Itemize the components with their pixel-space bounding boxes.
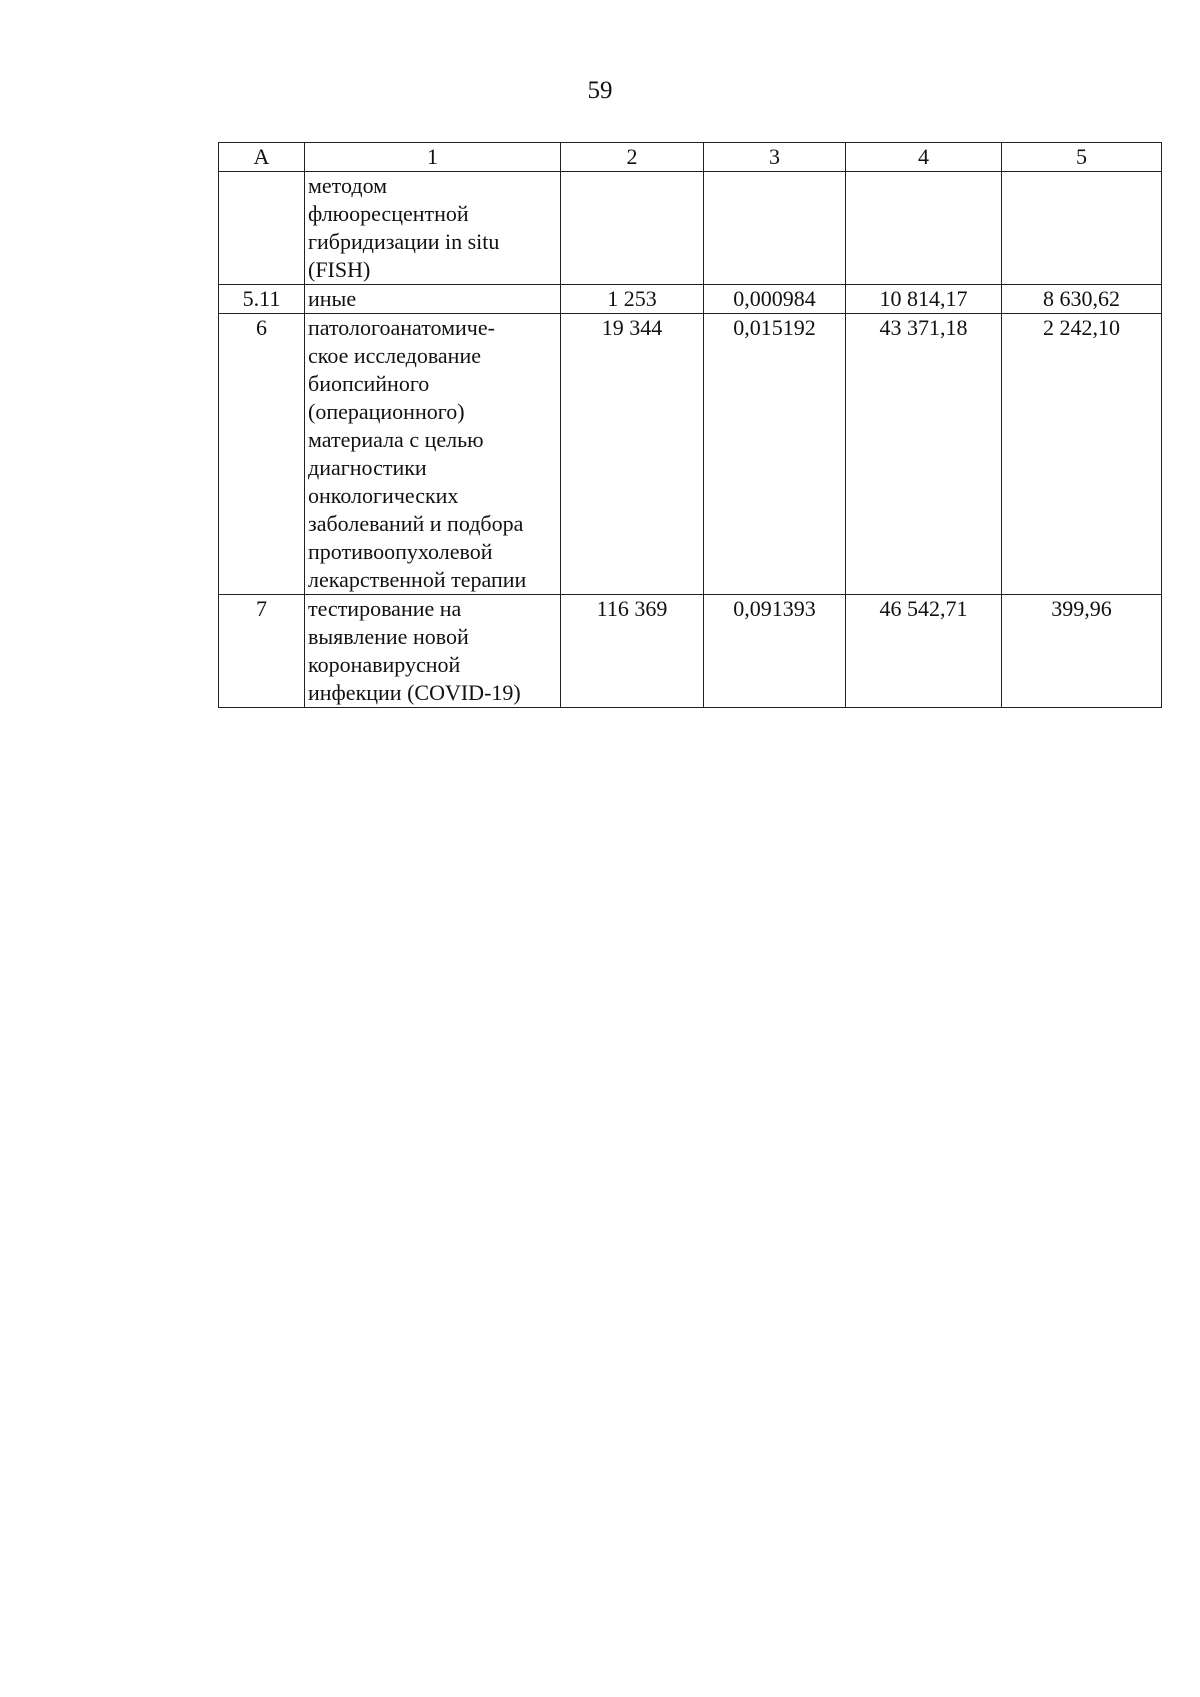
row-col-4: 43 371,18	[846, 314, 1002, 595]
row-col-3	[704, 172, 846, 285]
row-col-2: 19 344	[561, 314, 704, 595]
table-row	[219, 595, 1162, 708]
row-name-line: ское исследование	[308, 343, 481, 368]
row-name-line: патологоанатомиче-	[308, 315, 495, 340]
row-col-5: 2 242,10	[1002, 314, 1162, 595]
header-cell-5: 5	[1002, 143, 1162, 172]
header-cell-1: 1	[305, 143, 561, 172]
row-name-line: инфекции (COVID-19)	[308, 680, 521, 705]
row-name-line: противоопухолевой	[308, 539, 493, 564]
row-code: 6	[219, 314, 305, 595]
row-col-3: 0,091393	[704, 595, 846, 708]
row-name-line: онкологических	[308, 483, 459, 508]
row-col-2	[561, 172, 704, 285]
row-name	[305, 172, 561, 285]
header-cell-3: 3	[704, 143, 846, 172]
row-name-line: диагностики	[308, 455, 427, 480]
row-name-line: заболеваний и подбора	[308, 511, 524, 536]
row-code: 7	[219, 595, 305, 708]
table-header-row	[219, 143, 1162, 172]
row-col-5: 8 630,62	[1002, 285, 1162, 314]
header-cell-4: 4	[846, 143, 1002, 172]
row-name-line: флюоресцентной	[308, 201, 469, 226]
row-col-5	[1002, 172, 1162, 285]
row-name	[305, 285, 561, 314]
row-col-2: 1 253	[561, 285, 704, 314]
row-col-3: 0,015192	[704, 314, 846, 595]
row-name-line: выявление новой	[308, 624, 469, 649]
row-name	[305, 595, 561, 708]
table-row	[219, 172, 1162, 285]
row-col-4: 10 814,17	[846, 285, 1002, 314]
row-col-3: 0,000984	[704, 285, 846, 314]
row-col-2: 116 369	[561, 595, 704, 708]
row-name-line: биопсийного	[308, 371, 430, 396]
row-col-4: 46 542,71	[846, 595, 1002, 708]
row-col-4	[846, 172, 1002, 285]
row-code: 5.11	[219, 285, 305, 314]
row-name-line: лекарственной терапии	[308, 567, 527, 592]
row-name-line: тестирование на	[308, 596, 462, 621]
row-name-line: коронавирусной	[308, 652, 461, 677]
row-name-line: гибридизации in situ	[308, 229, 500, 254]
tariff-table	[218, 142, 1162, 708]
row-name	[305, 314, 561, 595]
row-name-line: материала с целью	[308, 427, 484, 452]
row-col-5: 399,96	[1002, 595, 1162, 708]
row-name-line: иные	[308, 286, 357, 311]
row-name-line: (операционного)	[308, 399, 465, 424]
header-cell-2: 2	[561, 143, 704, 172]
row-name-line: методом	[308, 173, 388, 198]
header-cell-a: А	[219, 143, 305, 172]
table-row	[219, 285, 1162, 314]
row-code	[219, 172, 305, 285]
table-row	[219, 314, 1162, 595]
row-name-line: (FISH)	[308, 257, 371, 282]
page-number: 59	[587, 77, 613, 104]
